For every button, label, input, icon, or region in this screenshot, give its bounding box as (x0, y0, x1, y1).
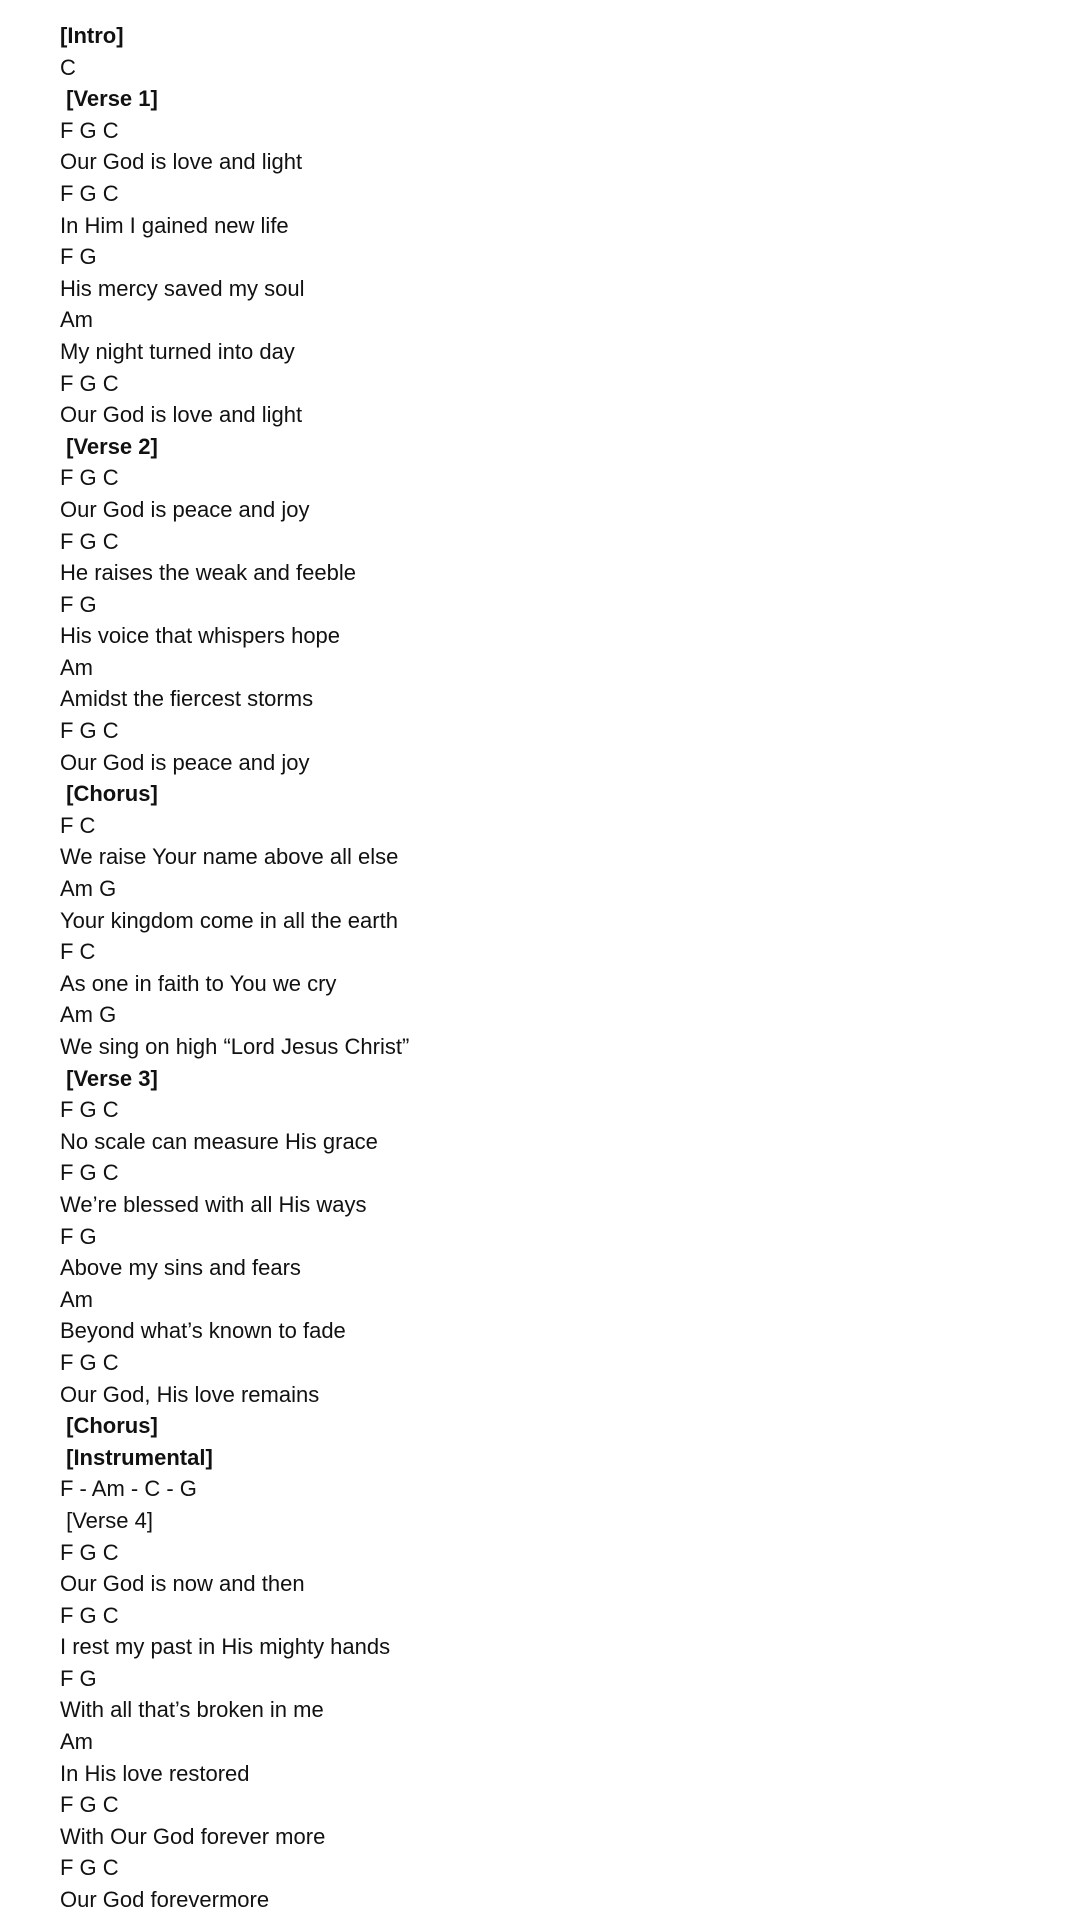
chord-line: F - Am - C - G (60, 1476, 197, 1502)
chord-line: F G C (60, 718, 119, 744)
chord-line: F G C (60, 370, 119, 396)
lyric-line: Our God is love and light (60, 402, 303, 428)
lyric-line: My night turned into day (60, 338, 295, 364)
section-heading: [Verse 2] (60, 433, 158, 459)
chord-line: F G C (60, 1539, 119, 1565)
chord-line: Am (60, 654, 93, 680)
chord-line: F G C (60, 117, 119, 143)
chord-line: F G C (60, 1602, 119, 1628)
chord-line: Am (60, 1286, 93, 1312)
lyric-line: With all that’s broken in me (60, 1697, 324, 1723)
lyric-line: Our God is now and then (60, 1571, 305, 1597)
chord-line: F G (60, 1223, 97, 1249)
section-heading: [Verse 1] (60, 86, 158, 112)
chord-line: F G C (60, 1349, 119, 1375)
lyric-line: We sing on high “Lord Jesus Christ” (60, 1034, 410, 1059)
lyric-line: Our God forevermore (60, 1887, 270, 1913)
lyric-line: In His love restored (60, 1760, 250, 1786)
chord-line: F G C (60, 528, 119, 554)
lyric-line: His voice that whispers hope (60, 623, 341, 649)
lyric-line: I rest my past in His mighty hands (60, 1634, 391, 1660)
chord-line: F G C (60, 1855, 119, 1881)
chord-line: F G C (60, 1160, 119, 1186)
chord-line: Am (60, 1729, 93, 1755)
chord-line: Am G (60, 1002, 117, 1028)
lyric-line: He raises the weak and feeble (60, 560, 356, 586)
section-heading: [Verse 3] (60, 1065, 158, 1091)
section-heading: [Chorus] (60, 1413, 158, 1439)
chord-line: F G C (60, 465, 119, 491)
section-heading: [Verse 4] (60, 1507, 153, 1533)
lyric-line: Our God is peace and joy (60, 496, 310, 522)
lyric-line: Our God is peace and joy (60, 749, 310, 775)
chord-line: F G C (60, 1097, 119, 1123)
chord-line: F G C (60, 1792, 119, 1818)
chord-line: F C (60, 812, 96, 838)
chord-line: C (60, 54, 76, 80)
lyric-line: His mercy saved my soul (60, 275, 305, 301)
lyric-line: As one in faith to You we cry (60, 970, 337, 996)
chord-line: Am G (60, 876, 117, 902)
chord-line: F G (60, 1665, 97, 1691)
lyric-line: No scale can measure His grace (60, 1128, 378, 1154)
chord-line: F G (60, 244, 97, 270)
lyric-line: In Him I gained new life (60, 212, 289, 238)
chord-line: F C (60, 939, 96, 965)
chord-line: F G (60, 591, 97, 617)
lyric-line: With Our God forever more (60, 1823, 326, 1849)
lyric-line: We’re blessed with all His ways (60, 1191, 367, 1217)
lyric-line: Beyond what’s known to fade (60, 1318, 346, 1344)
lyric-line: Our God is love and light (60, 149, 303, 175)
lyric-line: Our God, His love remains (60, 1381, 320, 1407)
lyric-line: Amidst the fiercest storms (60, 686, 314, 712)
lyric-line: Your kingdom come in all the earth (60, 907, 398, 933)
section-heading: [Instrumental] (60, 1444, 213, 1470)
song-sheet (60, 20, 1040, 1916)
chord-line: Am (60, 307, 93, 333)
lyric-line: Above my sins and fears (60, 1255, 301, 1281)
section-heading: [Chorus] (60, 781, 158, 807)
chord-line: F G C (60, 180, 119, 206)
section-heading: [Intro] (60, 23, 124, 48)
lyric-line: We raise Your name above all else (60, 844, 399, 870)
